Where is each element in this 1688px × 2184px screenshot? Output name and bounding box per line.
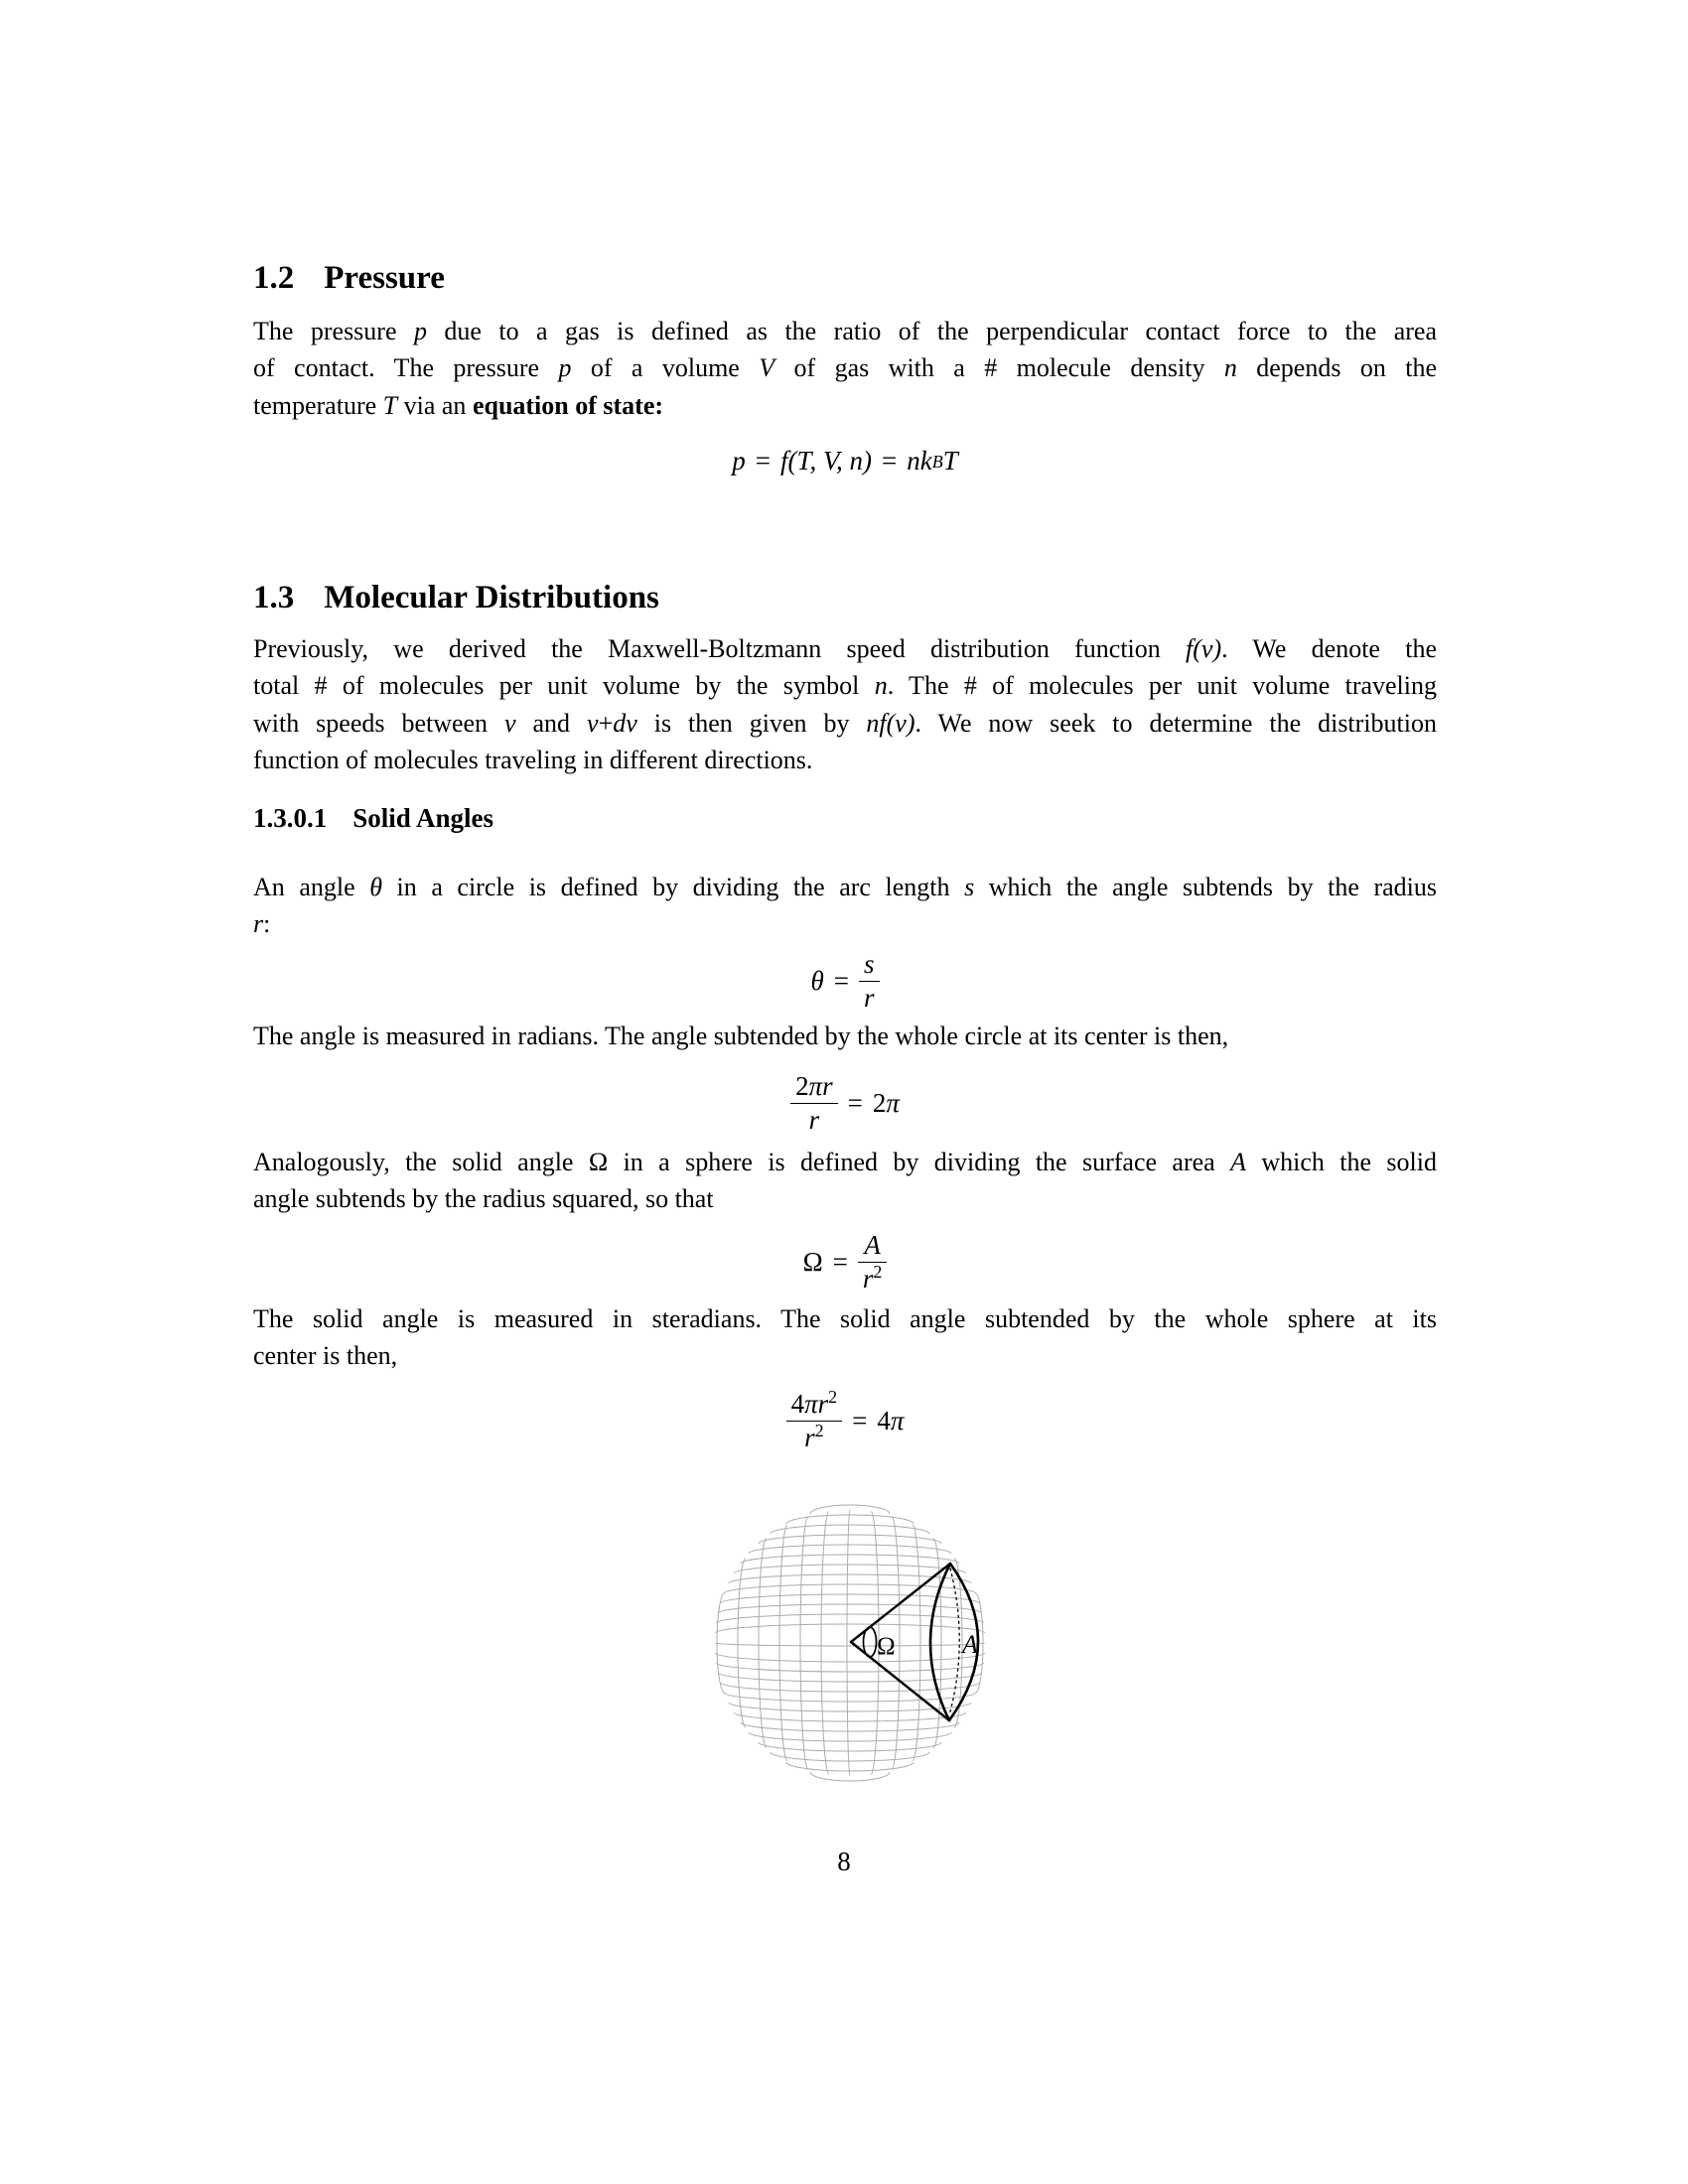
math-superscript: 2	[873, 1262, 883, 1282]
fraction-numerator	[790, 1070, 838, 1103]
equation-full-circle	[253, 1070, 1437, 1137]
section-title: Molecular Distributions	[324, 580, 659, 615]
math-token: r	[862, 1264, 874, 1294]
math-coefficient: 4	[877, 1406, 891, 1435]
math-superscript: 2	[814, 1421, 824, 1440]
fraction-denominator	[799, 1422, 829, 1454]
section-number: 1.2	[253, 260, 295, 296]
fraction-numerator: s	[863, 949, 875, 979]
section-number: 1.3.0.1	[253, 803, 328, 833]
math-coefficient: 4	[790, 1389, 805, 1419]
paragraph-molecular: Previously, we derived the Maxwell-Boltzmann speed distribution function f(v). We denote the total # of molecules per unit volume by the symbol n. The # of molecules per unit volume traveling with speeds between v and v+dv is then given by nf(v). We now seek to determine the distribution function of molecules traveling in different directions.	[253, 634, 1437, 775]
omega-label: Ω	[877, 1633, 896, 1660]
equation-theta	[253, 948, 1437, 1015]
math-token: f(T, V, n)	[779, 446, 872, 476]
fraction-numerator	[786, 1388, 843, 1421]
equation-omega	[253, 1229, 1437, 1296]
section-number: 1.3	[253, 580, 295, 615]
equation-full-sphere	[253, 1388, 1437, 1454]
math-coefficient: 2	[795, 1071, 809, 1101]
section-heading-pressure	[253, 260, 1437, 296]
paragraph-analogous: Analogously, the solid angle Ω in a sphere is defined by dividing the surface area A which the solid angle subtends by the radius squared, so that	[253, 1148, 1438, 1214]
math-token: π	[886, 1088, 900, 1118]
fraction-numerator: A	[864, 1230, 881, 1260]
math-token: p	[732, 446, 746, 476]
subsection-heading-solid-angles	[253, 803, 1437, 833]
math-coefficient: 2	[872, 1088, 887, 1118]
fraction-denominator: r	[863, 983, 875, 1013]
paragraph-steradians: The solid angle is measured in steradians. The solid angle subtended by the whole sphere at its center is then,	[253, 1304, 1437, 1371]
math-token: Ω	[802, 1247, 823, 1277]
area-label: A	[962, 1630, 978, 1659]
math-token: πr	[808, 1071, 833, 1101]
math-token: π	[890, 1406, 905, 1435]
equals-sign: =	[832, 1247, 848, 1277]
fraction-denominator: r	[808, 1105, 820, 1135]
fraction	[790, 1070, 838, 1137]
section-heading-molecular	[253, 580, 1437, 615]
math-token: r	[804, 1423, 815, 1452]
fraction-denominator	[858, 1263, 888, 1296]
math-token: T	[942, 446, 958, 476]
math-superscript: 2	[828, 1387, 838, 1407]
fraction	[858, 1229, 888, 1296]
paragraph-pressure: The pressure p due to a gas is defined as the ratio of the perpendicular contact force to the area of contact. The pressure p of a volume V of gas with a # molecule density n depends on the temperature T via an equation of state:	[253, 317, 1438, 420]
equals-sign: =	[755, 446, 771, 476]
paragraph-solid-angle-intro: An angle θ in a circle is defined by dividing the arc length s which the angle subtends by the radius r:	[253, 873, 1437, 939]
fraction	[786, 1388, 843, 1454]
equals-sign: =	[847, 1088, 863, 1118]
section-title: Pressure	[324, 260, 445, 296]
section-title: Solid Angles	[352, 803, 494, 833]
page-number: 8	[837, 1846, 851, 1876]
equals-sign: =	[852, 1406, 868, 1435]
cap-back-arc-dotted	[949, 1569, 959, 1715]
math-token: nk	[907, 446, 932, 476]
apex-angle-mark	[864, 1627, 877, 1657]
paragraph-radians: The angle is measured in radians. The angle subtended by the whole circle at its center is then,	[253, 1022, 1229, 1050]
sphere-figure	[675, 1489, 1033, 1846]
sphere-wireframe	[715, 1505, 985, 1781]
fraction	[859, 948, 880, 1015]
equals-sign: =	[833, 966, 849, 996]
math-token: πr	[804, 1389, 829, 1419]
equation-state: p = f(T, V, n) = nk B T	[732, 446, 958, 476]
math-token: θ	[810, 966, 824, 996]
equals-sign: =	[882, 446, 898, 476]
